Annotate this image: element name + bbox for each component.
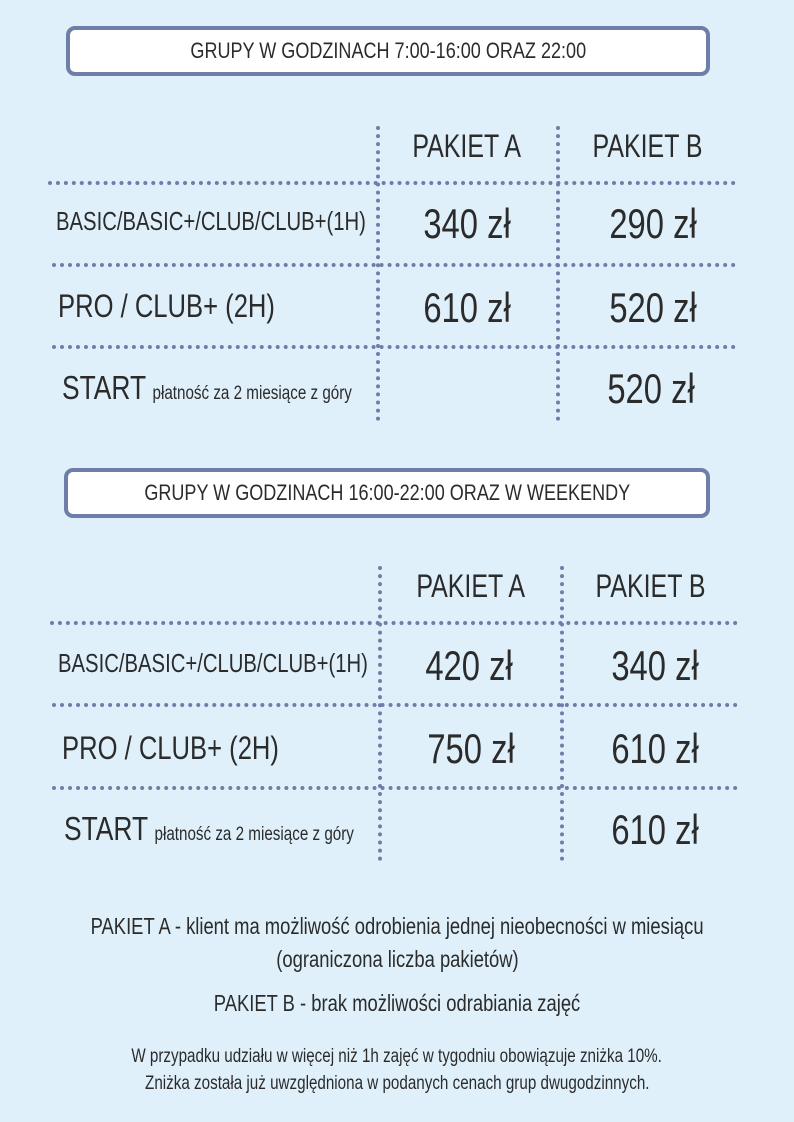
section2-divider-vertical-1 (378, 566, 382, 861)
section1-row-start-label (62, 369, 352, 407)
section1-row-start-name: START (62, 369, 147, 406)
note-pakiet-b: PAKIET B - brak możliwości odrabiania zajęć (213, 990, 581, 1016)
section1-row-pro-price-b: 520 zł (609, 284, 697, 331)
section2-row-start-sublabel: płatność za 2 miesiące z góry (154, 824, 354, 845)
section1-title-banner (66, 26, 710, 76)
section2-header-pakiet-b: PAKIET B (595, 568, 707, 604)
section1-header-pakiet-a: PAKIET A (412, 128, 522, 164)
section1-divider-horizontal-1 (48, 181, 736, 185)
note-pakiet-a-line1: PAKIET A - klient ma możliwość odrobienia jednej nieobecności w miesiącu (90, 913, 704, 939)
section1-title: GRUPY W GODZINACH 7:00-16:00 ORAZ 22:00 (190, 38, 586, 63)
section1-header-pakiet-b: PAKIET B (592, 128, 704, 164)
section1-row-pro-price-a: 610 zł (423, 284, 511, 331)
section2-row-basic-price-a: 420 zł (425, 642, 513, 689)
section1-row-start-sublabel: płatność za 2 miesiące z góry (152, 383, 352, 404)
section2-row-basic-label: BASIC/BASIC+/CLUB/CLUB+(1H) (58, 648, 368, 678)
section2-title: GRUPY W GODZINACH 16:00-22:00 ORAZ W WEEKENDY (144, 480, 630, 505)
section2-row-start-label (64, 810, 354, 848)
section1-divider-horizontal-2 (52, 263, 736, 267)
section2-row-pro-price-b: 610 zł (611, 725, 699, 772)
note-discount-line2: Zniżka została już uwzględniona w podanych cenach grup dwugodzinnych. (144, 1073, 650, 1094)
section2-row-start-price-b: 610 zł (611, 806, 699, 853)
section2-row-pro-label: PRO / CLUB+ (2H) (62, 730, 279, 766)
section1-divider-vertical-2 (556, 126, 560, 421)
section2-title-banner (64, 468, 710, 518)
section2-row-pro-price-a: 750 zł (427, 725, 515, 772)
section1-row-pro-label: PRO / CLUB+ (2H) (58, 288, 275, 324)
section2-row-start-name: START (64, 810, 149, 847)
note-discount-line1: W przypadku udziału w więcej niż 1h zajęć w tygodniu obowiązuje zniżka 10%. (131, 1046, 663, 1067)
section1-row-basic-price-b: 290 zł (609, 200, 697, 247)
section2-divider-horizontal-1 (50, 621, 738, 625)
section2-divider-vertical-2 (560, 566, 564, 861)
section2-divider-horizontal-2 (52, 703, 738, 707)
note-pakiet-a-line2: (ograniczona liczba pakietów) (275, 946, 519, 972)
section2-row-basic-price-b: 340 zł (611, 642, 699, 689)
section1-row-basic-label: BASIC/BASIC+/CLUB/CLUB+(1H) (56, 206, 366, 236)
section1-divider-horizontal-3 (52, 345, 736, 349)
section2-divider-horizontal-3 (52, 786, 738, 790)
section1-row-basic-price-a: 340 zł (423, 200, 511, 247)
section1-row-start-price-b: 520 zł (607, 365, 695, 412)
section2-header-pakiet-a: PAKIET A (416, 568, 526, 604)
section1-divider-vertical-1 (376, 126, 380, 421)
